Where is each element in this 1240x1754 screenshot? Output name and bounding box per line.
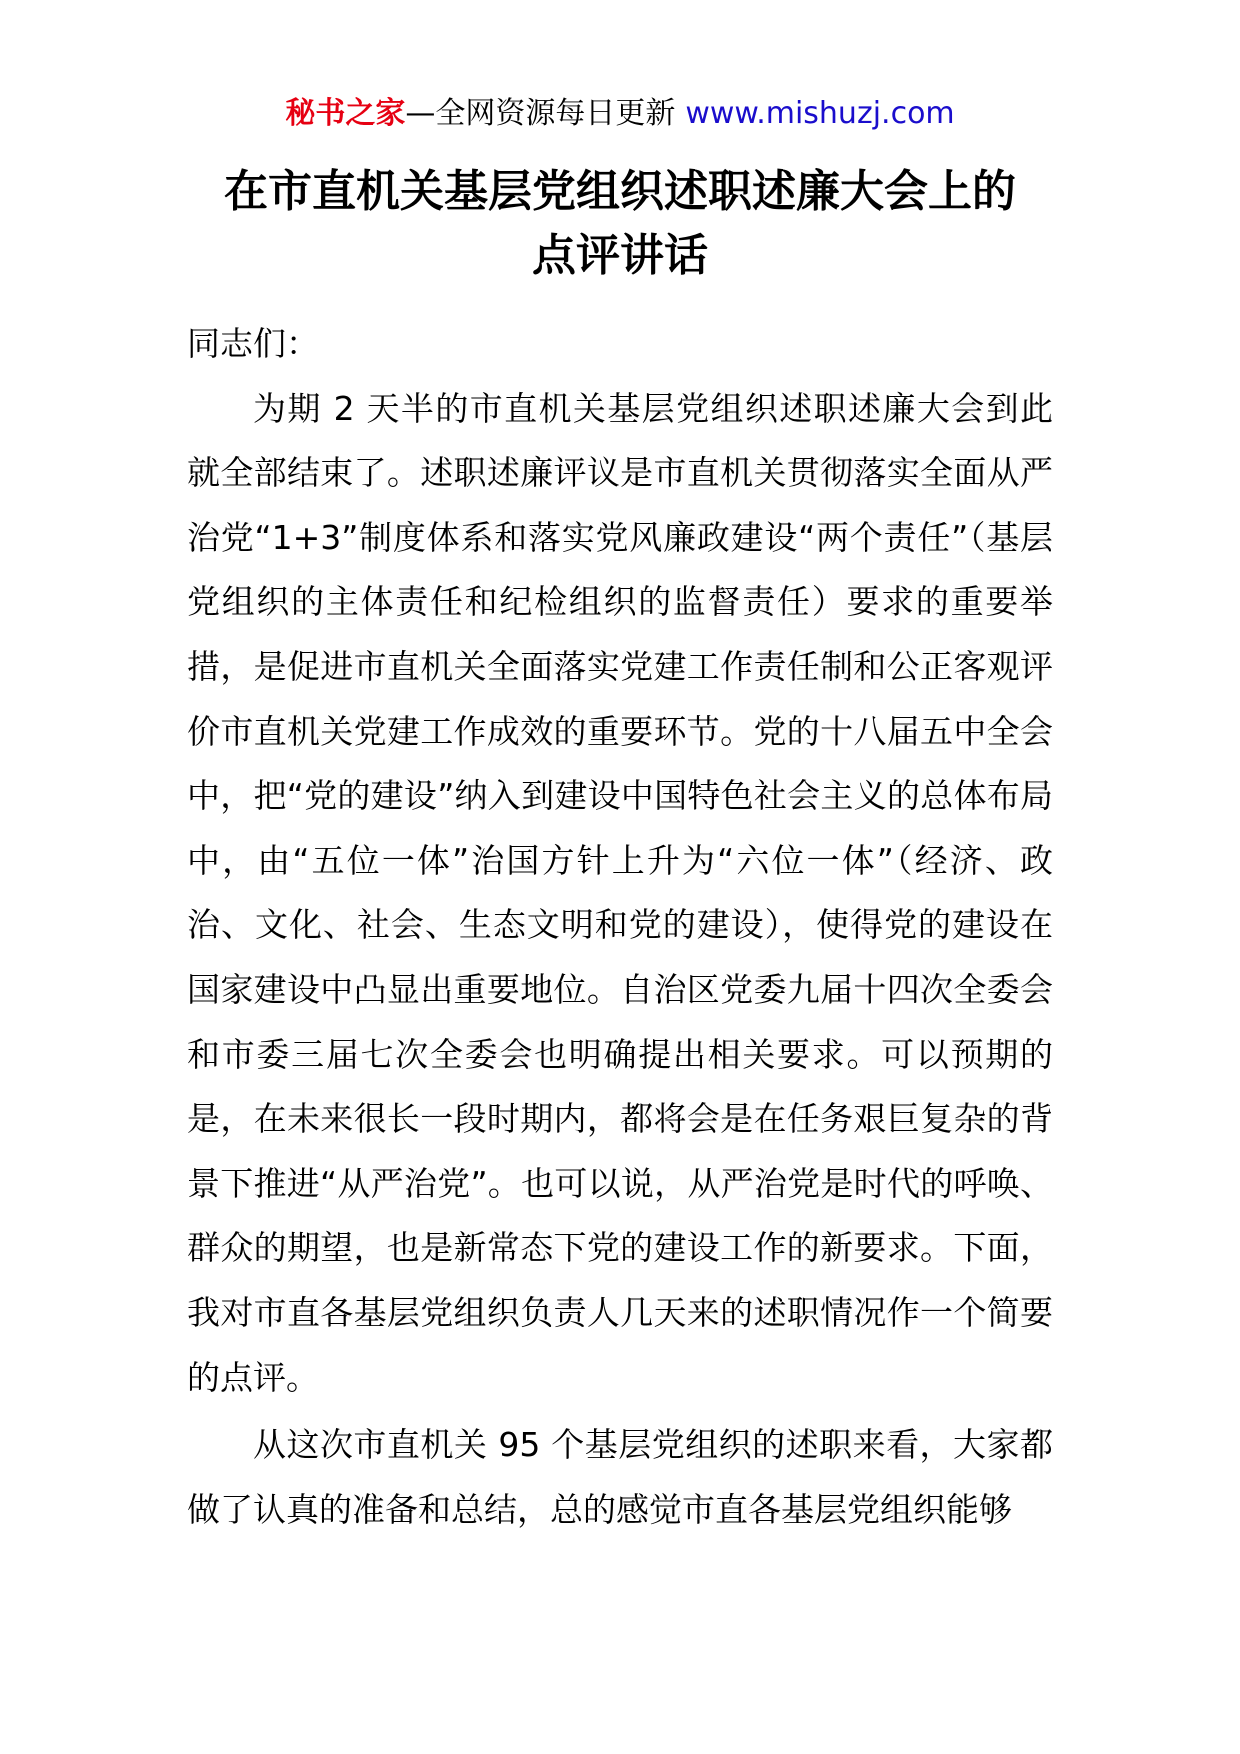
salutation: 同志们：: [187, 324, 319, 363]
document-title: [100, 160, 1140, 288]
site-url-link[interactable]: www.mishuzj.com: [685, 96, 955, 131]
document-body: [187, 312, 1053, 1542]
brand-name: 秘书之家: [285, 96, 406, 131]
paragraph-1: 为期 2 天半的市直机关基层党组织述职述廉大会到此就全部结束了。述职述廉评议是市直机关贯彻落实全面从严治党“1+3”制度体系和落实党风廉政建设“两个责任”（基层党组织的主体责任和纪检组织的监督责任）要求的重要举措，是促进市直机关全面落实党建工作责任制和公正客观评价市直机关党建工作成效的重要环节。党的十八届五中全会中，把“党的建设”纳入到建设中国特色社会主义的总体布局中，由“五位一体”治国方针上升为“六位一体”（经济、政治、文化、社会、生态文明和党的建设），使得党的建设在国家建设中凸显出重要地位。自治区党委九届十四次全委会和市委三届七次全委会也明确提出相关要求。可以预期的是，在未来很长一段时期内，都将会是在任务艰巨复杂的背景下推进“从严治党”。也可以说，从严治党是时代的呼唤、群众的期望，也是新常态下党的建设工作的新要求。下面，我对市直各基层党组织负责人几天来的述职情况作一个简要的点评。: [187, 388, 1053, 1397]
header-tagline: —全网资源每日更新: [405, 96, 676, 131]
title-line-1: 在市直机关基层党组织述职述廉大会上的: [224, 166, 1016, 217]
paragraph-2: 从这次市直机关 95 个基层党组织的述职来看，大家都做了认真的准备和总结，总的感觉市直各基层党组织能够: [187, 1425, 1053, 1529]
site-header: [0, 94, 1240, 134]
title-line-2: 点评讲话: [532, 230, 708, 281]
